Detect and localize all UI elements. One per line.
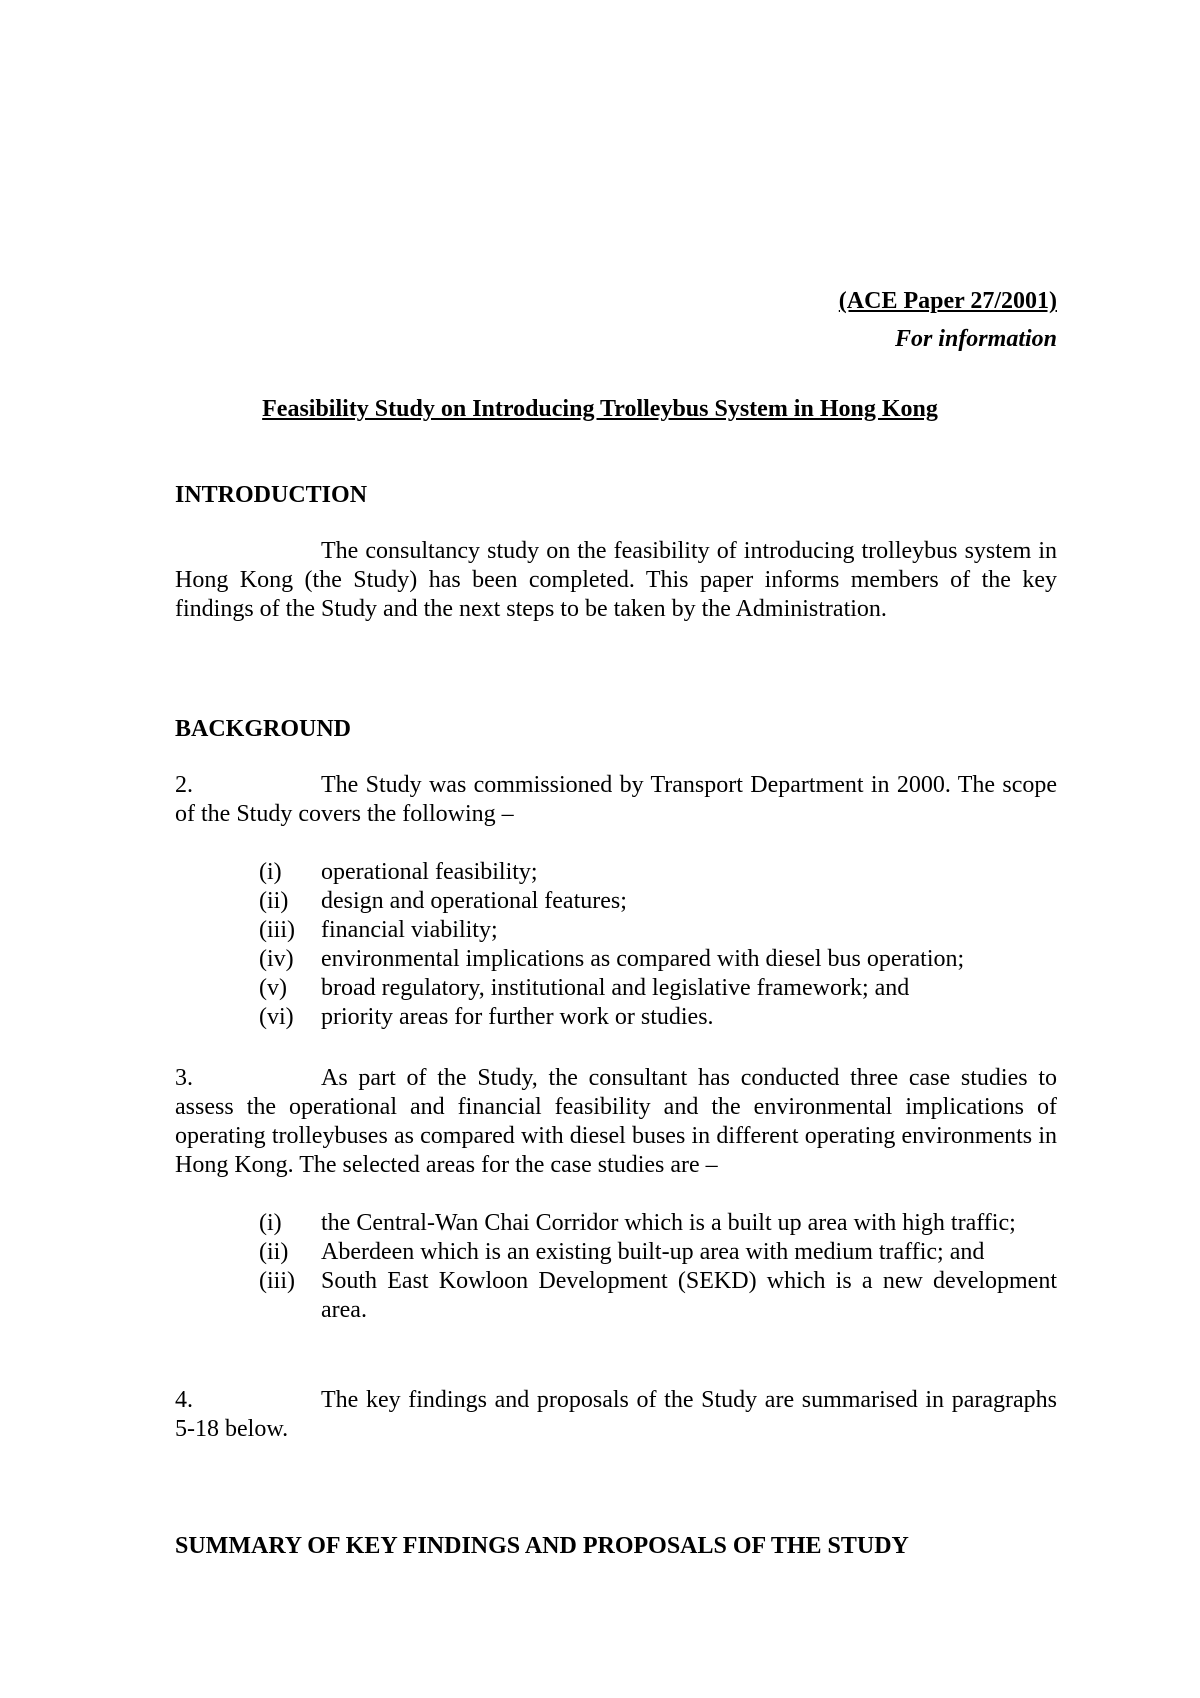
background-heading: BACKGROUND	[175, 716, 352, 742]
list-item-number: (i)	[259, 1210, 282, 1236]
list-item	[259, 1209, 1057, 1238]
list-item-text: environmental implications as compared with diesel bus operation;	[321, 946, 965, 972]
introduction-heading: INTRODUCTION	[175, 482, 368, 508]
list-item	[259, 1238, 1057, 1267]
list-item-text: Aberdeen which is an existing built-up area with medium traffic; and	[321, 1239, 985, 1265]
paragraph-3	[175, 1064, 1057, 1180]
paragraph-text: The Study was commissioned by Transport Department in 2000. The scope of the Study covers the following –	[175, 772, 1057, 827]
paragraph-text: The key findings and proposals of the Study are summarised in paragraphs 5-18 below.	[175, 1387, 1057, 1442]
list-item-number: (ii)	[259, 1239, 289, 1265]
list-item	[259, 945, 1057, 974]
list-item-number: (ii)	[259, 888, 289, 914]
scope-list	[259, 858, 1057, 1032]
list-item	[259, 916, 1057, 945]
list-item	[259, 887, 1057, 916]
list-item-number: (v)	[259, 975, 287, 1001]
paragraph-number: 2.	[175, 772, 193, 798]
list-item-number: (i)	[259, 859, 282, 885]
list-item-number: (iii)	[259, 1268, 295, 1294]
paragraph-number: 3.	[175, 1065, 193, 1091]
document-title: Feasibility Study on Introducing Trolleybus System in Hong Kong	[262, 396, 938, 422]
paragraph-text: As part of the Study, the consultant has conducted three case studies to assess the operational and financial feasibility and the environmental implications of operating trolleybuses as compared with diesel buses in different operating environments in Hong Kong. The selected areas for the case studies are –	[175, 1065, 1057, 1178]
paragraph-number: 4.	[175, 1387, 193, 1413]
list-item-number: (iv)	[259, 946, 294, 972]
list-item-number: (vi)	[259, 1004, 294, 1030]
list-item-text: broad regulatory, institutional and legislative framework; and	[321, 975, 910, 1001]
list-item-number: (iii)	[259, 917, 295, 943]
paper-purpose: For information	[894, 326, 1057, 352]
case-study-list	[259, 1209, 1057, 1325]
list-item-text: operational feasibility;	[321, 859, 538, 885]
paper-reference: (ACE Paper 27/2001)	[838, 288, 1057, 314]
list-item-text: South East Kowloon Development (SEKD) which is a new development area.	[321, 1268, 1057, 1323]
list-item	[259, 974, 1057, 1003]
list-item-text: the Central-Wan Chai Corridor which is a built up area with high traffic;	[321, 1210, 1016, 1236]
introduction-paragraph: The consultancy study on the feasibility of introducing trolleybus system in Hong Kong (the Study) has been completed. This paper informs members of the key findings of the Study and the next steps to be taken by the Administration.	[175, 538, 1057, 622]
paragraph-4	[175, 1386, 1057, 1444]
list-item-text: priority areas for further work or studies.	[321, 1004, 714, 1030]
paragraph-2	[175, 771, 1057, 829]
list-item-text: financial viability;	[321, 917, 498, 943]
list-item-text: design and operational features;	[321, 888, 627, 914]
list-item	[259, 1003, 1057, 1032]
summary-heading: SUMMARY OF KEY FINDINGS AND PROPOSALS OF THE STUDY	[175, 1533, 909, 1559]
list-item	[259, 1267, 1057, 1325]
list-item	[259, 858, 1057, 887]
